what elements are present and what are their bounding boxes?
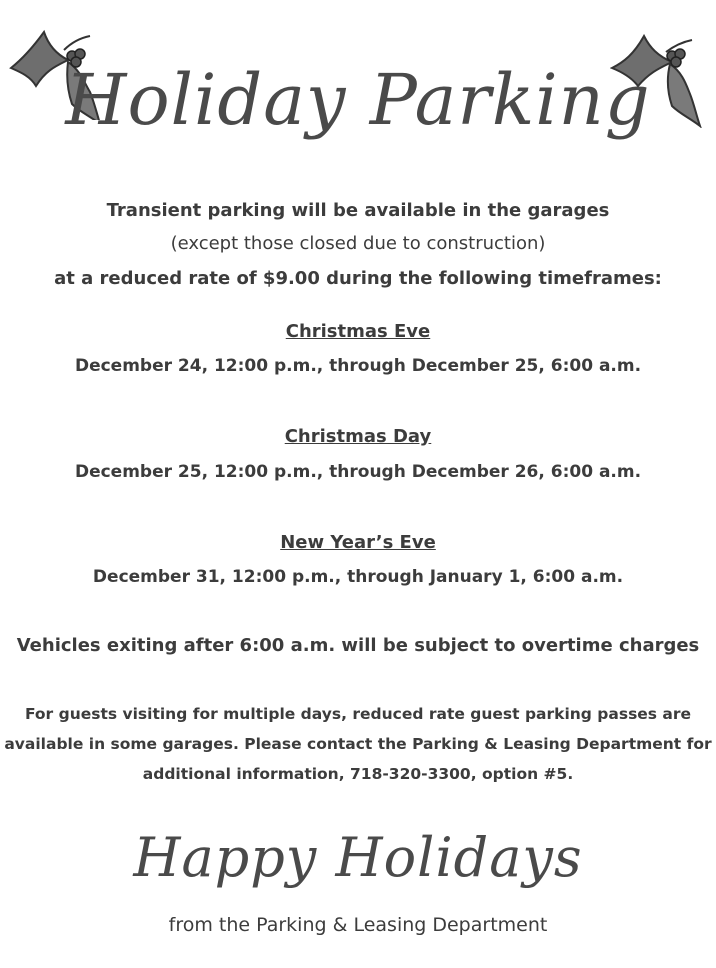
- timeframe-heading: Christmas Eve: [285, 321, 431, 342]
- intro-line-3: at a reduced rate of $9.00 during the following timeframes:: [54, 268, 662, 289]
- timeframe-period: December 31, 12:00 p.m., through January 1, 6:00 a.m.: [92, 567, 624, 587]
- intro-line-1: Transient parking will be available in the garages: [106, 200, 610, 221]
- timeframe-period: December 25, 12:00 p.m., through December 26, 6:00 a.m.: [74, 462, 642, 482]
- guest-info-line-1: For guests visiting for multiple days, reduced rate guest parking passes are: [24, 705, 692, 723]
- guest-info-line-2: available in some garages. Please contact the Parking & Leasing Department for: [4, 735, 712, 753]
- page-title: Holiday Parking: [65, 59, 651, 141]
- timeframe-heading: Christmas Day: [284, 426, 432, 447]
- guest-info-line-3: additional information, 718-320-3300, option #5.: [142, 765, 574, 783]
- overtime-notice: Vehicles exiting after 6:00 a.m. will be subject to overtime charges: [16, 635, 700, 656]
- closing-title: Happy Holidays: [133, 826, 583, 889]
- timeframe-heading: New Year’s Eve: [280, 532, 436, 553]
- timeframe-period: December 24, 12:00 p.m., through December 25, 6:00 a.m.: [74, 356, 642, 376]
- signature: from the Parking & Leasing Department: [168, 914, 548, 936]
- intro-line-2: (except those closed due to construction): [170, 233, 546, 254]
